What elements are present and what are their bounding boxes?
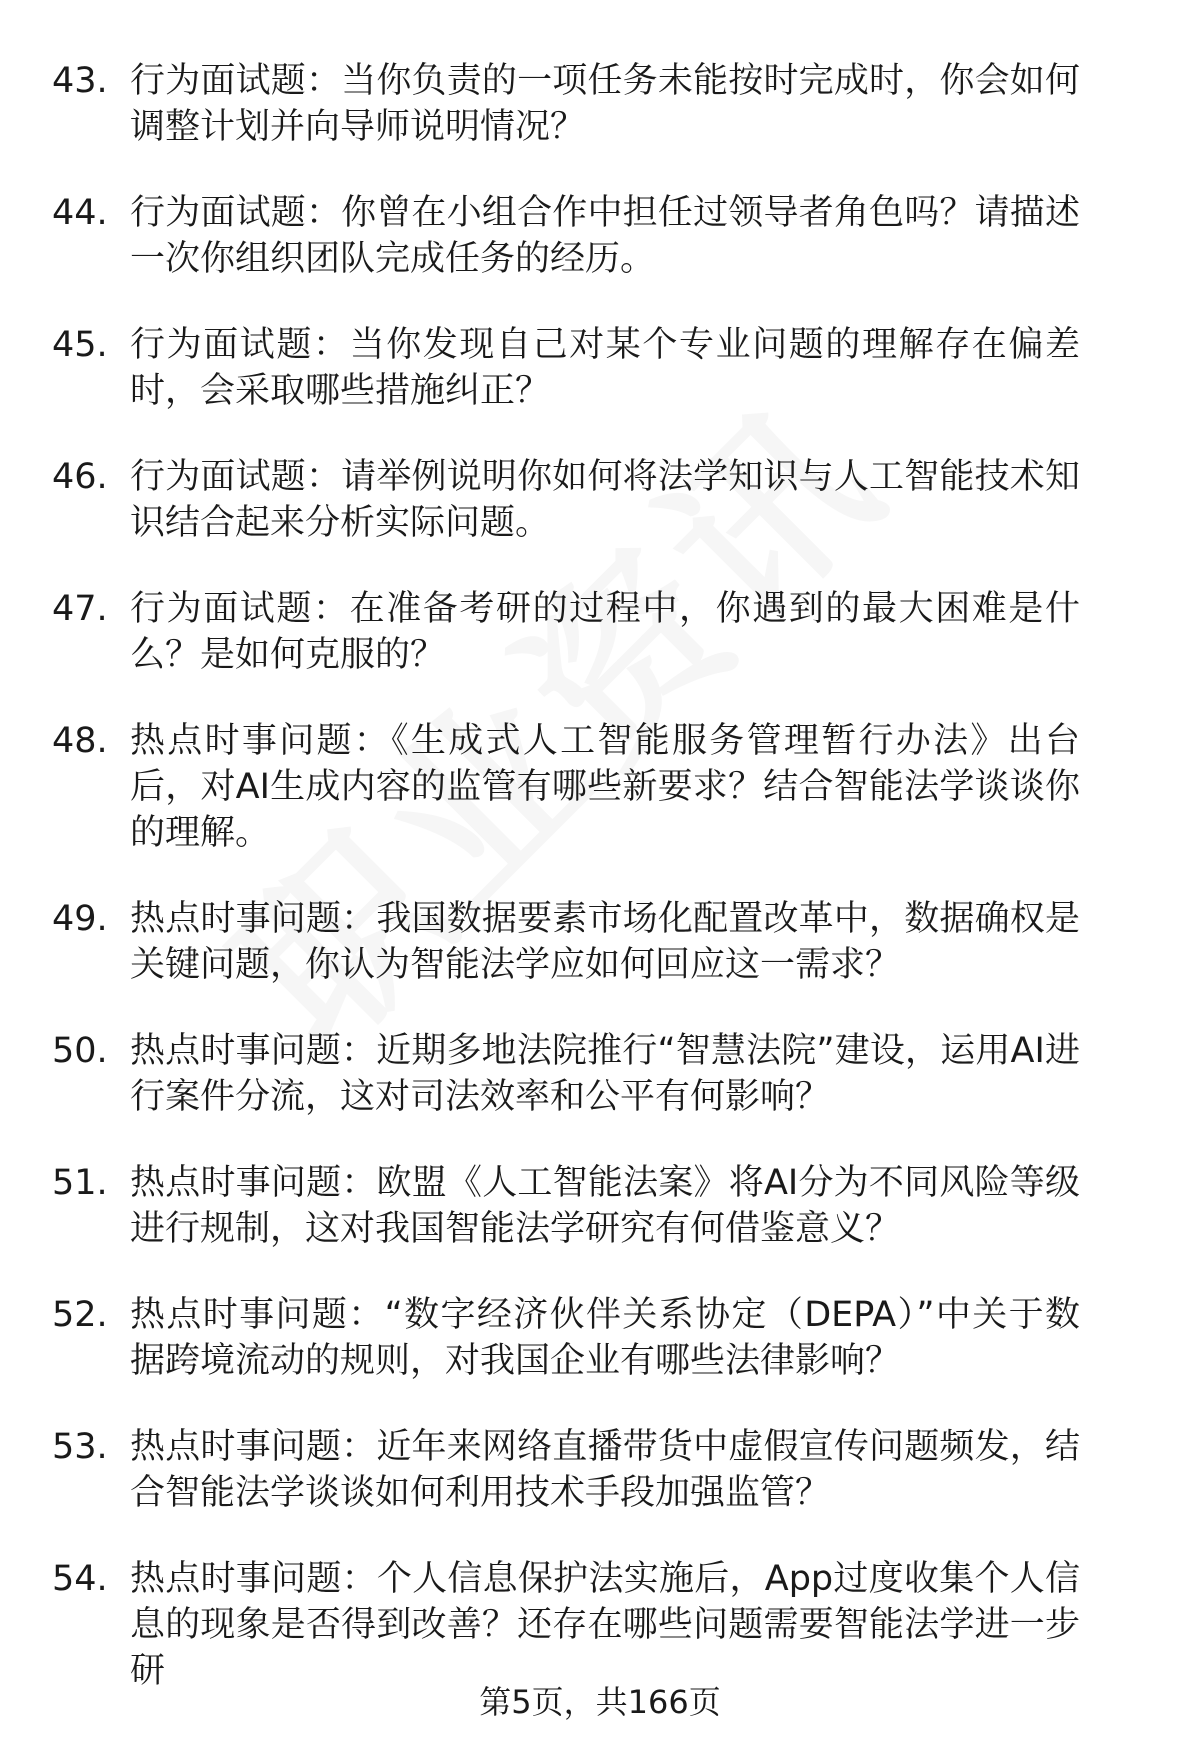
question-text: 热点时事问题：“数字经济伙伴关系协定（DEPA）”中关于数据跨境流动的规则，对我国企业有哪些法律影响？ <box>130 1295 1080 1381</box>
question-item <box>0 1424 1200 1516</box>
question-item <box>0 1028 1200 1120</box>
question-text: 行为面试题：请举例说明你如何将法学知识与人工智能技术知识结合起来分析实际问题。 <box>130 457 1080 543</box>
question-item <box>0 586 1200 678</box>
question-item <box>0 190 1200 282</box>
question-number: 53. <box>52 1427 108 1467</box>
question-number: 47. <box>52 589 108 629</box>
question-number: 48. <box>52 721 108 761</box>
question-text: 热点时事问题：《生成式人工智能服务管理暂行办法》出台后，对AI生成内容的监管有哪些新要求？结合智能法学谈谈你的理解。 <box>130 721 1080 853</box>
question-text: 热点时事问题：近年来网络直播带货中虚假宣传问题频发，结合智能法学谈谈如何利用技术手段加强监管？ <box>130 1427 1080 1513</box>
question-item <box>0 58 1200 150</box>
question-number: 52. <box>52 1295 108 1335</box>
question-text: 热点时事问题：欧盟《人工智能法案》将AI分为不同风险等级进行规制，这对我国智能法学研究有何借鉴意义？ <box>130 1163 1080 1249</box>
question-text: 热点时事问题：个人信息保护法实施后，App过度收集个人信息的现象是否得到改善？还存在哪些问题需要智能法学进一步研 <box>130 1559 1080 1691</box>
question-item <box>0 896 1200 988</box>
question-text: 行为面试题：当你负责的一项任务未能按时完成时，你会如何调整计划并向导师说明情况？ <box>130 61 1080 147</box>
question-text: 行为面试题：在准备考研的过程中，你遇到的最大困难是什么？是如何克服的？ <box>130 589 1080 675</box>
question-number: 46. <box>52 457 108 497</box>
question-text: 热点时事问题：近期多地法院推行“智慧法院”建设，运用AI进行案件分流，这对司法效率和公平有何影响？ <box>130 1031 1080 1117</box>
question-number: 50. <box>52 1031 108 1071</box>
question-list <box>0 58 1200 1734</box>
question-number: 43. <box>52 61 108 101</box>
question-number: 51. <box>52 1163 108 1203</box>
question-text: 热点时事问题：我国数据要素市场化配置改革中，数据确权是关键问题，你认为智能法学应如何回应这一需求？ <box>130 899 1080 985</box>
question-number: 49. <box>52 899 108 939</box>
question-item <box>0 1292 1200 1384</box>
question-item <box>0 1556 1200 1694</box>
question-item <box>0 1160 1200 1252</box>
question-number: 45. <box>52 325 108 365</box>
question-number: 44. <box>52 193 108 233</box>
question-item <box>0 322 1200 414</box>
question-item <box>0 718 1200 856</box>
question-text: 行为面试题：当你发现自己对某个专业问题的理解存在偏差时，会采取哪些措施纠正？ <box>130 325 1080 411</box>
page-footer: 第5页，共166页 <box>479 1683 721 1721</box>
question-item <box>0 454 1200 546</box>
question-text: 行为面试题：你曾在小组合作中担任过领导者角色吗？请描述一次你组织团队完成任务的经历。 <box>130 193 1080 279</box>
question-number: 54. <box>52 1559 108 1599</box>
